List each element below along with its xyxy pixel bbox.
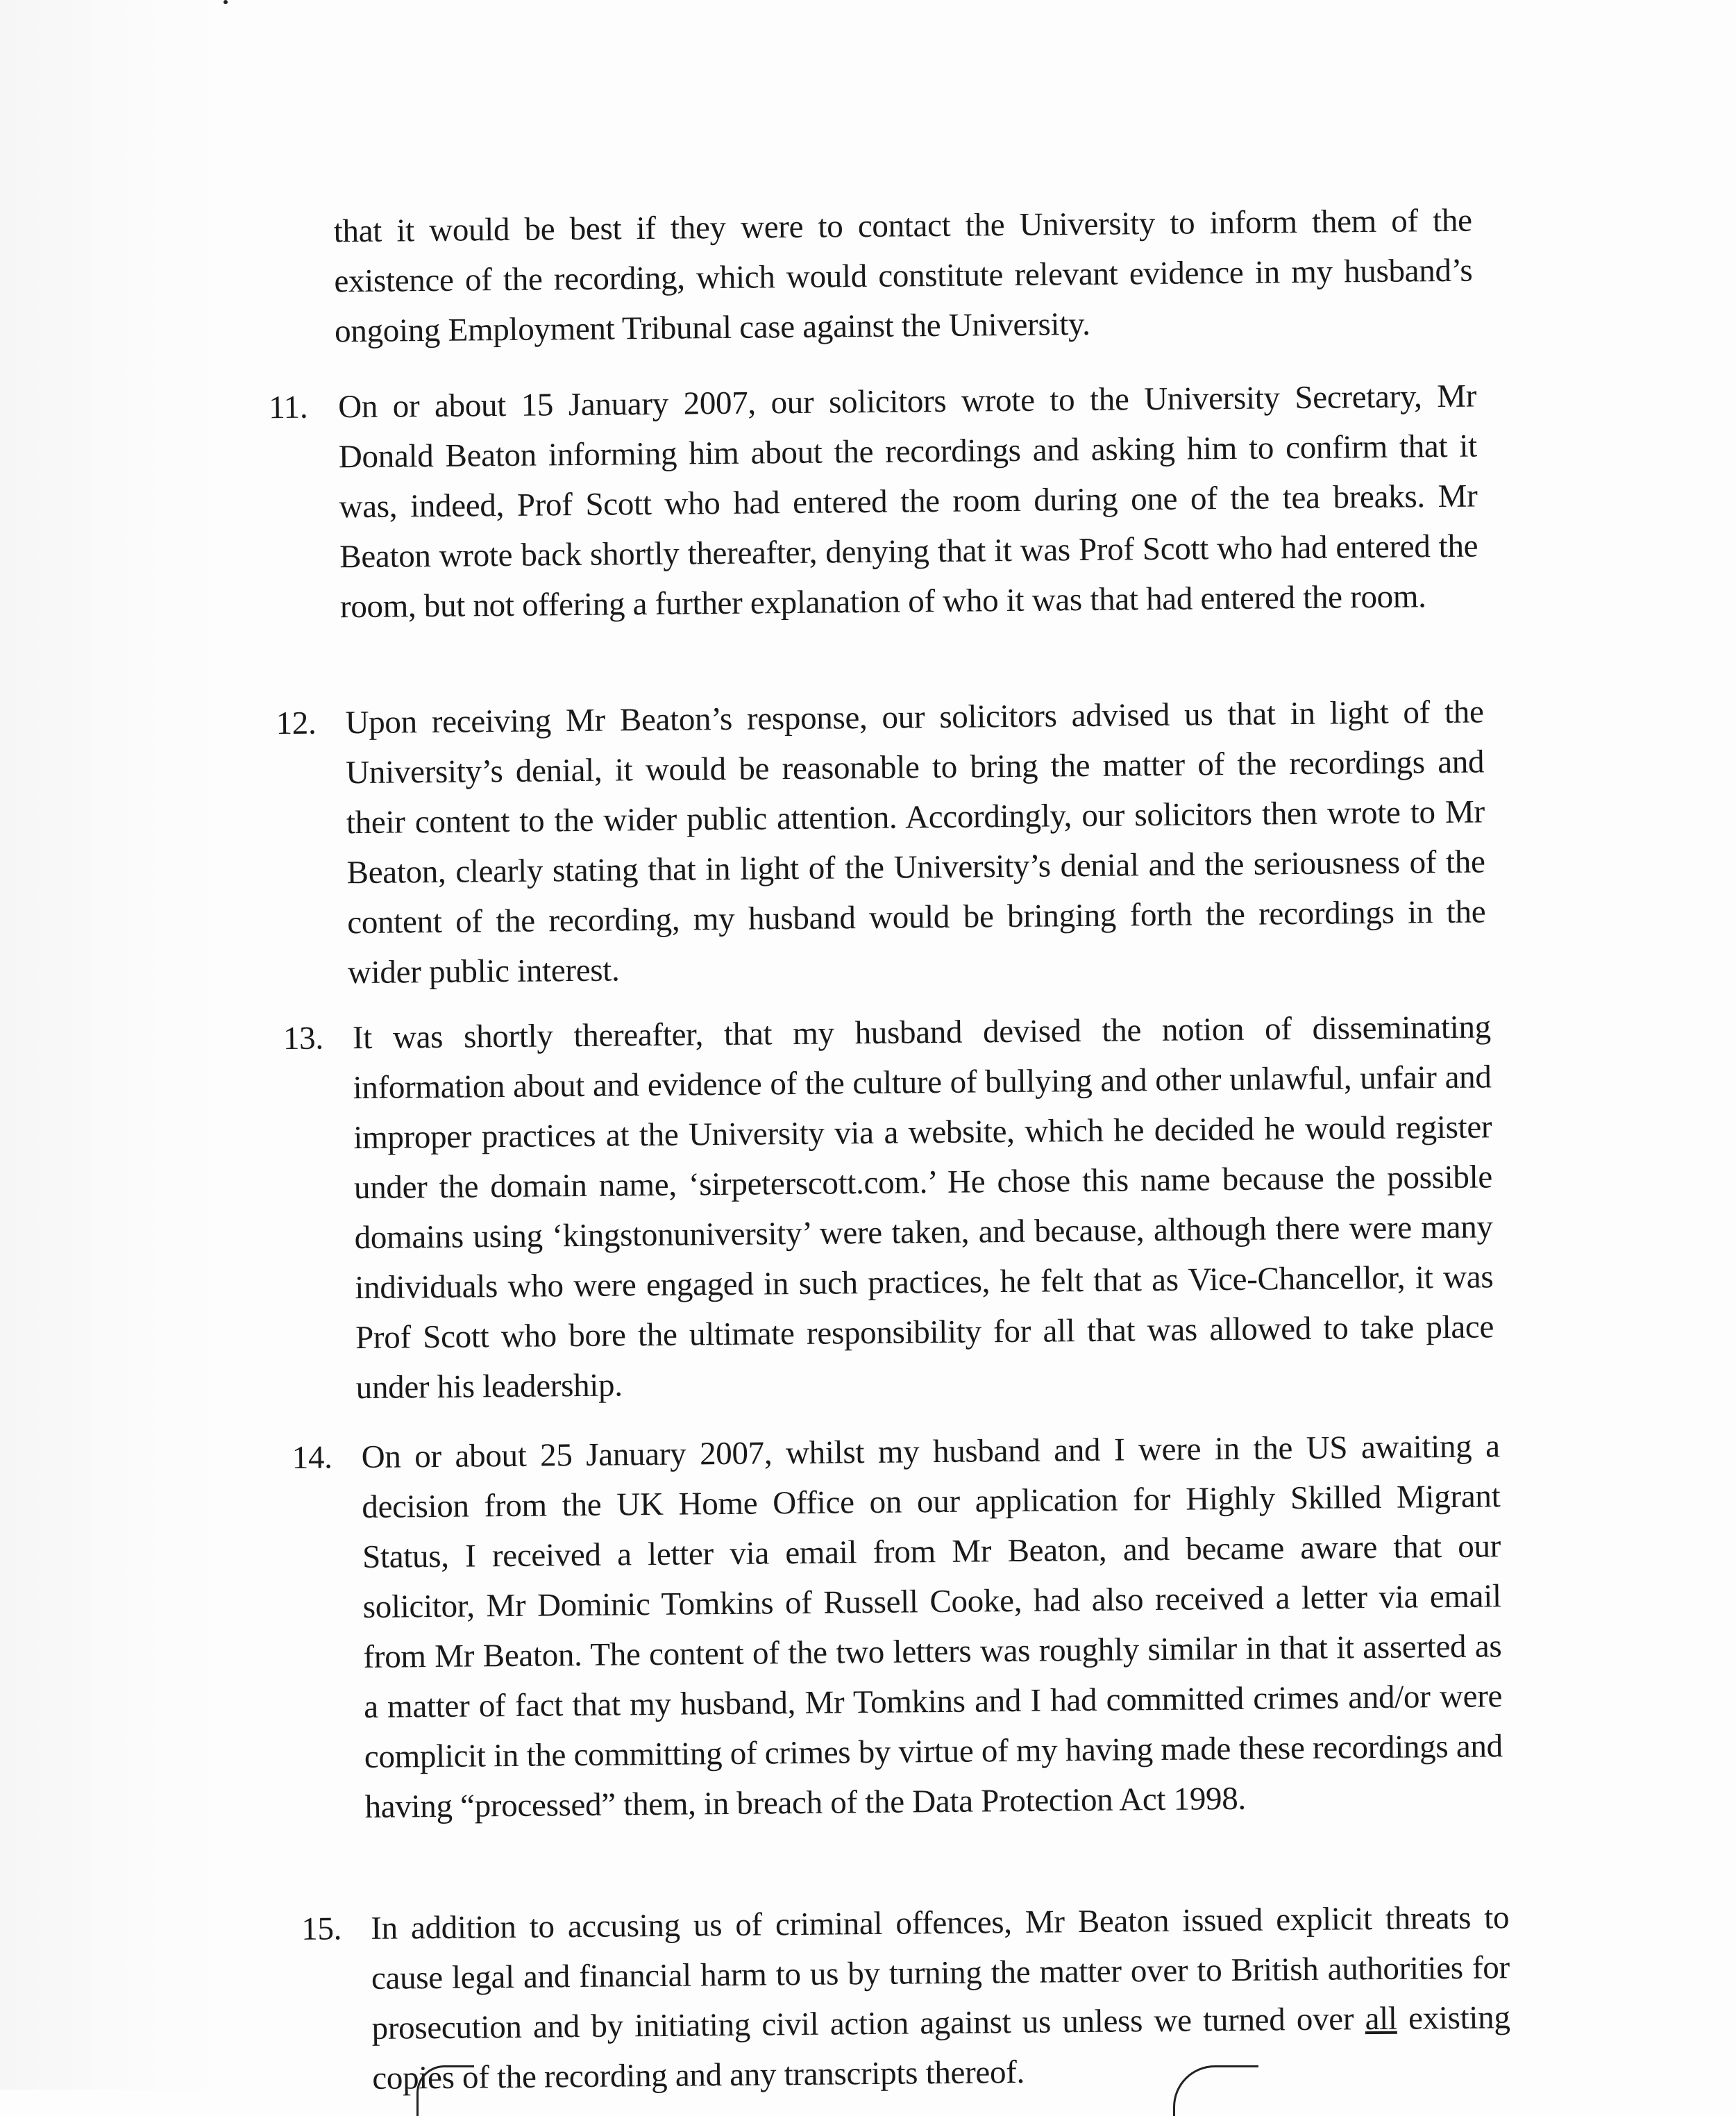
paragraph-text: It was shortly thereafter, that my husband devised the notion of disseminating information about and evidence of the culture of bullying and other unlawful, unfair and improper practices at the University via a website, which he decided he would register under the domain name, ‘sirpeterscott.com.’ He chose this name because the possible domains using ‘kingstonuniversity’ were taken, and because, although there were many individuals who were engaged in such practices, he felt that as Vice-Chancellor, it was Prof Scott who bore the ultimate responsibility for all that was allowed to take place under his leadership.: [352, 1009, 1494, 1407]
paragraph-15: [301, 1892, 1511, 2104]
paragraph-text: Upon receiving Mr Beaton’s response, our solicitors advised us that in light of the University’s denial, it would be reasonable to bring the matter of the recordings and their content to the wider public attention. Accordingly, our solicitors then wrote to Mr Beaton, clearly stating that in light of the University’s denial and the seriousness of the content of the recording, my husband would be bringing forth the recordings in the wider public interest.: [345, 694, 1486, 991]
paragraph-text-start: In addition to accusing us of criminal offences, Mr Beaton issued explicit threats to cause legal and financial harm to us by turning the matter over to British authorities for prosecution and by initiating civil action against us unless we turned over: [370, 1899, 1510, 2047]
paragraph-14: [292, 1421, 1503, 1832]
initials-mark-left: [416, 2065, 474, 2116]
paragraph-number: 15.: [301, 1911, 342, 1947]
paragraph-12: [276, 687, 1486, 998]
scan-artifact: [224, 0, 228, 4]
paragraph-number: 13.: [283, 1020, 324, 1057]
paragraph-number: 12.: [276, 705, 317, 742]
paragraph-13: [283, 1002, 1494, 1413]
underlined-word: all: [1365, 2000, 1397, 2038]
paragraph-number: 14.: [292, 1439, 332, 1476]
paragraph-text: On or about 15 January 2007, our solicitors wrote to the University Secretary, Mr Donald Beaton informing him about the recordings and asking him to confirm that it was, indeed, Prof Scott who had entered the room during one of the tea breaks. Mr Beaton wrote back shortly thereafter, denying that it was Prof Scott who had entered the room, but not offering a further explanation of who it was that had entered the room.: [337, 378, 1478, 625]
paragraph-text: On or about 25 January 2007, whilst my husband and I were in the US awaiting a decision from the UK Home Office on our application for Highly Skilled Migrant Status, I received a letter via email from Mr Beaton, and became aware that our solicitor, Mr Dominic Tomkins of Russell Cooke, had also received a letter via email from Mr Beaton. The content of the two letters was roughly similar in that it asserted as a matter of fact that my husband, Mr Tomkins and I had committed crimes and/or were complicit in the committing of crimes by virtue of my having made these recordings and having “processed” them, in breach of the Data Protection Act 1998.: [361, 1428, 1503, 1826]
paragraph-text-end: existing copies of the recording and any transcripts thereof.: [372, 1999, 1510, 2097]
paragraph-text: that it would be best if they were to contact the University to inform them of the existence of the recording, which would constitute relevant evidence in my husband’s ongoing Employment Tribunal case against the University.: [333, 202, 1473, 350]
paragraph-11: [268, 371, 1478, 632]
paragraph-number: 11.: [268, 389, 308, 426]
continuation-paragraph: [333, 196, 1473, 357]
